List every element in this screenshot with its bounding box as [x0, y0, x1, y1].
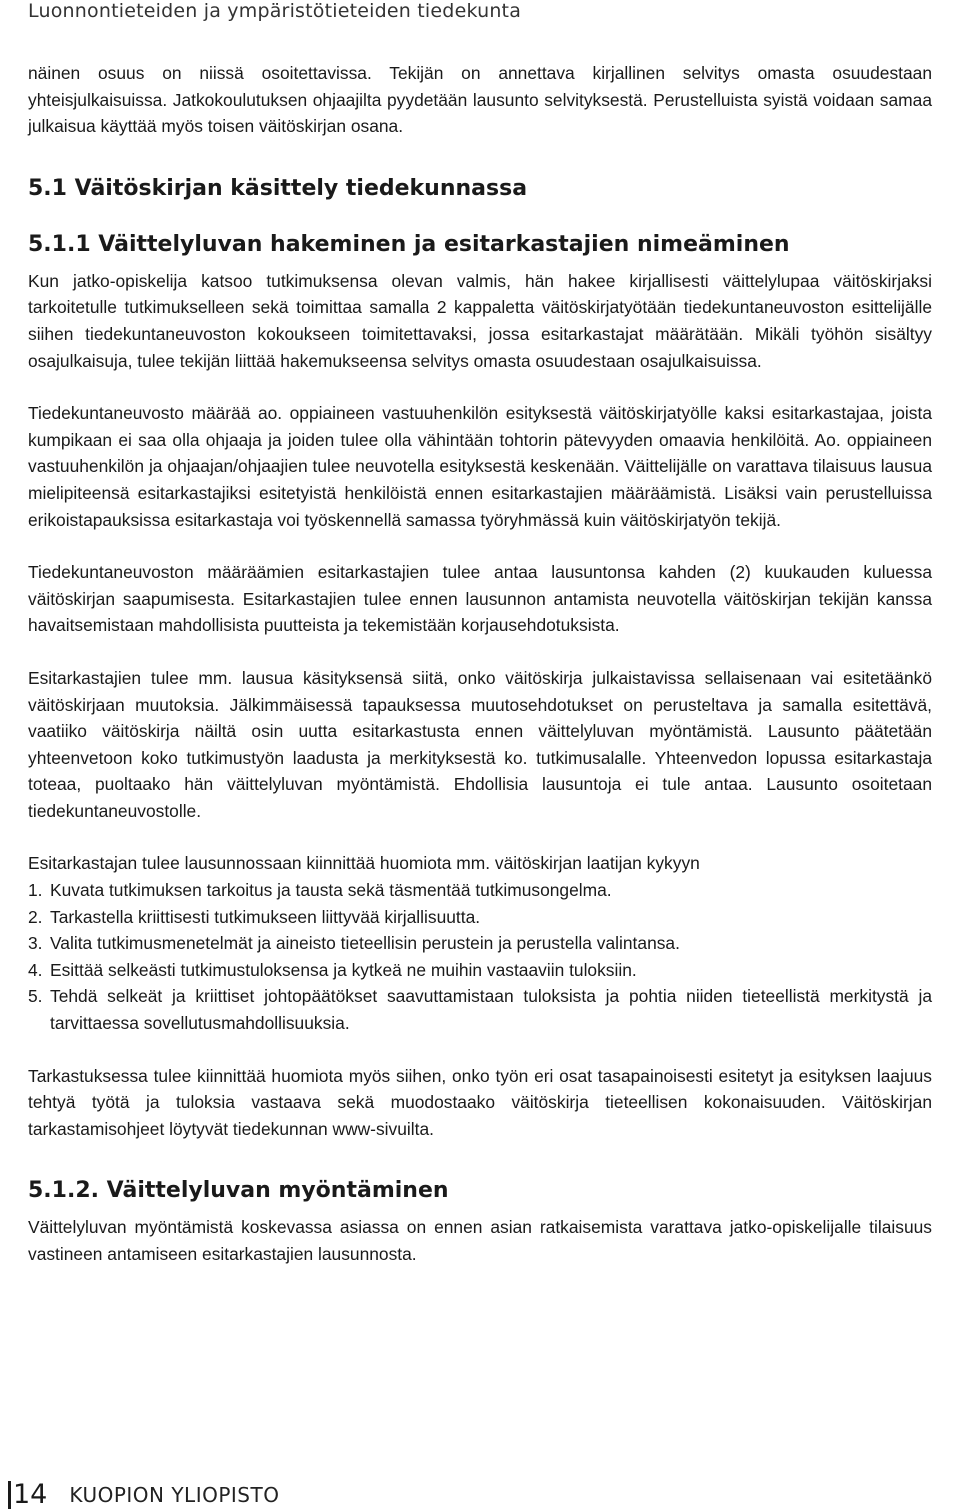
intro-paragraph: näinen osuus on niissä osoitettavissa. Tekijän on annettava kirjallinen selvitys omasta osuudestaan yhteisjulkaisuissa. Jatkokoulutuksen ohjaajilta pyydetään lausunto selvityksestä. Perustelluista syistä voidaan samaa julkaisua käyttää myös toisen väitöskirjan osana.	[28, 63, 932, 137]
paragraph-permission: Väittelyluvan myöntämistä koskevassa asiassa on ennen asian ratkaisemista varattava jatko-opiskelijalle tilaisuus vastineen antamiseen esitarkastajien lausunnosta.	[28, 1217, 932, 1264]
publisher-name: KUOPION YLIOPISTO	[69, 1483, 280, 1507]
list-item	[28, 930, 932, 957]
list-item	[28, 983, 932, 1036]
page-number: 14	[8, 1481, 47, 1509]
page-footer	[0, 1480, 279, 1510]
list-item	[28, 957, 932, 984]
list-item-number: 3.	[28, 933, 43, 954]
running-header: Luonnontieteiden ja ympäristötieteiden tiedekunta	[28, 0, 522, 22]
list-item-text: Kuvata tutkimuksen tarkoitus ja tausta sekä täsmentää tutkimusongelma.	[50, 880, 612, 901]
criteria-intro: Esitarkastajan tulee lausunnossaan kiinnittää huomiota mm. väitöskirjan laatijan kykyyn	[28, 853, 700, 874]
list-item-number: 5.	[28, 986, 43, 1007]
list-item	[28, 877, 932, 904]
section-heading: 5.1 Väitöskirjan käsittely tiedekunnassa	[28, 175, 528, 201]
subsection-heading-5-1-1: 5.1.1 Väittelyluvan hakeminen ja esitarkastajien nimeäminen	[28, 231, 790, 257]
paragraph-application: Kun jatko-opiskelija katsoo tutkimuksensa olevan valmis, hän hakee kirjallisesti väittelylupaa väitöskirjaksi tarkoitetulle tutkimukselleen sekä toimittaa samalla 2 kappaletta väitöskirjatyötään tiedekuntaneuvoston esittelijälle siihen tiedekuntaneuvoston kokoukseen toimitettavaksi, jossa esitarkastajat määrätään. Mikäli työhön sisältyy osajulkaisuja, tulee tekijän liittää hakemukseensa selvitys omasta osuudestaan osajulkaisuissa.	[28, 270, 932, 371]
list-item-text: Tehdä selkeät ja kriittiset johtopäätökset saavuttamistaan tuloksista ja pohtia niiden tieteellistä merkitystä ja tarvittaessa sovellutusmahdollisuuksia.	[50, 986, 932, 1034]
list-item-number: 1.	[28, 880, 43, 901]
list-item-number: 4.	[28, 959, 43, 980]
list-item-text: Tarkastella kriittisesti tutkimukseen liittyvää kirjallisuutta.	[50, 906, 481, 927]
list-item	[28, 904, 932, 931]
list-item-number: 2.	[28, 906, 43, 927]
list-item-text: Valita tutkimusmenetelmät ja aineisto tieteellisin perustein ja perustella valintansa.	[50, 933, 680, 954]
paragraph-statement-deadline: Tiedekuntaneuvoston määräämien esitarkastajien tulee antaa lausuntonsa kahden (2) kuukauden kuluessa väitöskirjan saapumisesta. Esitarkastajien tulee ennen lausunnon antamista neuvotella väitöskirjan tekijän kanssa havaitsemistaan mahdollisista puutteista ja tekemistään korjausehdotuksista.	[28, 562, 932, 636]
paragraph-examiners: Tiedekuntaneuvosto määrää ao. oppiaineen vastuuhenkilön esityksestä väitöskirjatyölle kaksi esitarkastajaa, joista kumpikaan ei saa olla ohjaaja ja joiden tulee olla vähintään tohtorin pätevyyden omaavia henkilöitä. Ao. oppiaineen vastuuhenkilön ja ohjaajan/ohjaajien tulee neuvotella esityksestä keskenään. Väittelijälle on varattava tilaisuus lausua mielipiteensä esitarkastajiksi esitetyistä henkilöistä ennen esitarkastajien määräämistä. Lisäksi vain perustelluissa erikoistapauksissa esitarkastaja voi työskennellä samassa työryhmässä kuin väitöskirjatyön tekijä.	[28, 403, 932, 530]
list-item-text: Esittää selkeästi tutkimustuloksensa ja kytkeä ne muihin vastaaviin tuloksiin.	[50, 959, 637, 980]
criteria-list	[28, 877, 932, 1037]
page-content	[28, 60, 932, 1268]
paragraph-statement-content: Esitarkastajien tulee mm. lausua käsityksensä siitä, onko väitöskirja julkaistavissa sellaisenaan vai esitetäänkö väitöskirjaan muutoksia. Jälkimmäisessä tapauksessa muutosehdotukset on perusteltava ja samalla esitettävä, vaatiiko väitöskirja näiltä osin uutta esitarkastusta ennen väittelyluvan myöntämistä. Lausunto päätetään yhteenvetoon koko tutkimustyön laadusta ja merkityksestä ko. tutkimusalalle. Yhteenvedon lopussa esitarkastaja toteaa, puoltaako hän väittelyluvan myöntämistä. Ehdollisia lausuntoja ei tule antaa. Lausunto osoitetaan tiedekuntaneuvostolle.	[28, 667, 932, 821]
paragraph-closing: Tarkastuksessa tulee kiinnittää huomiota myös siihen, onko työn eri osat tasapainoisesti esitetyt ja esityksen laajuus tehtyä työtä ja tuloksia vastaava sekä muodostaako väitöskirja tieteellisen kokonaisuuden. Väitöskirjan tarkastamisohjeet löytyvät tiedekunnan www-sivuilta.	[28, 1065, 932, 1139]
subsection-heading-5-1-2: 5.1.2. Väittelyluvan myöntäminen	[28, 1178, 449, 1204]
